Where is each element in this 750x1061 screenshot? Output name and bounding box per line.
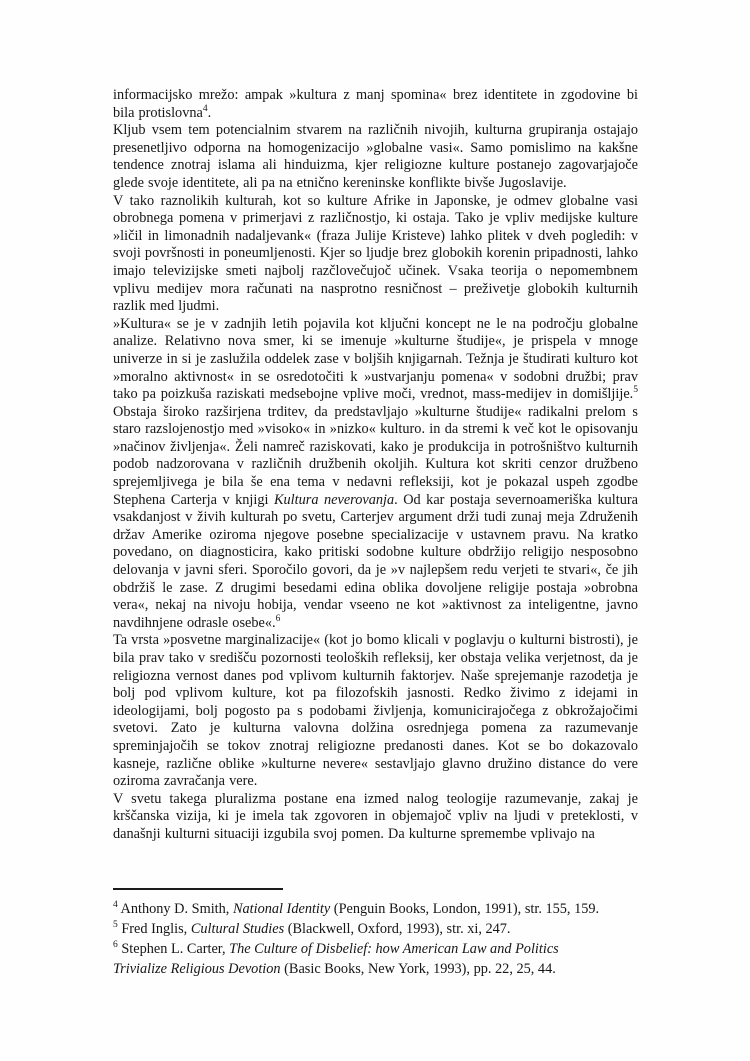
paragraph-6: V svetu takega pluralizma postane ena izmed nalog teologije razumevanje, zakaj je krščanska vizija, ki je imela tak zgovoren in objemajoč vpliv na ljudi v preteklosti, v današnji kulturni situaciji izgubila svoj pomen. Da kulturne spremembe vplivajo na	[113, 790, 638, 842]
paragraph-5: Ta vrsta »posvetne marginalizacije« (kot jo bomo klicali v poglavju o kulturni bistrosti), je bila prav tako v središču pozornosti teoloških refleksij, ker obstaja velika verjetnost, da je religiozna vernost danes pod vplivom kulturnih faktorjev. Naše sprejemanje razodetja je bolj pod vplivom kulture, kot pa filozofskih jasnosti. Redko živimo z idejami in ideologijami, bolj pogosto pa s podobami življenja, komunicirajočega z obkrožajočimi svetovi. Zato je kulturna valovna dolžina osrednjega pomena za razumevanje spreminjajočih se tokov znotraj religiozne predanosti danes. Kot se bo dokazovalo kasneje, različne oblike »kulturne nevere« sestavljajo glavno družino distance do vere oziroma zavračanja vere.	[113, 632, 638, 790]
footnote-6: $^6$ Stephen L. Carter, The Culture of Disbelief: how American Law and Politics Trivialize Religious Devotion (Basic Books, New York, 1993), pp. 22, 25, 44.	[113, 939, 559, 977]
footnote-4: $^4$ Anthony D. Smith, National Identity (Penguin Books, London, 1991), str. 155, 159.	[113, 899, 600, 917]
footnote-5: $^5$ Fred Inglis, Cultural Studies (Blackwell, Oxford, 1993), str. xi, 247.	[113, 919, 511, 937]
paragraph-4: »Kultura« se je v zadnjih letih pojavila kot ključni koncept ne le na področju globalne analize. Relativno nova smer, ki se imenuje »kulturne študije«, je prispela v mnoge univerze in si je zaslužila oddelek zase v boljših knjigarnah. Težnja je študirati kulturo kot »moralno aktivnost« in se osredotočiti k »ustvarjanju pomena« v sodobni družbi; prav tako pa poizkuša raziskati medsebojne vplive moči, vrednot, mass-medijev in domišljije.$^5$ Obstaja široko razširjena trditev, da predstavljajo »kulturne študije« radikalni prelom s staro razslojenostjo med »visoko« in »nizko« kulturo. in da stremi k več kot le opisovanju »načinov življenja«. Želi namreč raziskovati, kako je produkcija in potrošništvo kulturnih podob nadzorovana v različnih družbenih okoljih. Kultura kot skriti cenzor družbeno sprejemljivega je bila še ena tema v nedavni refleksiji, kot je pokazal uspeh zgodbe Stephena Carterja v knjigi Kultura neverovanja. Od kar postaja severnoameriška kultura vsakdanjost v živih kulturah po svetu, Carterjev argument drži tudi zunaj meja Združenih držav Amerike oziroma njegove posebne specializacije v ustavnem pravu. Na kratko povedano, on diagnosticira, kako pritiski sodobne kulture obdržijo religijo nesposobno delovanja v javni sferi. Sporočilo govori, da je »v najlepšem redu verjeti te stvari«, če jih obdržiš le zase. Z drugimi besedami edina oblika dovoljene religije postaja »obrobna vera«, nekaj na nivoju hobija, vendar vseeno ne kot »aktivnost za inteligentne, javno navdihnjene odrasle osebe«.$^6$	[113, 315, 638, 631]
paragraph-2: Kljub vsem tem potencialnim stvarem na različnih nivojih, kulturna grupiranja ostajajo presenetljivo odporna na homogenizacijo »globalne vasi«. Samo pomislimo na kakšne tendence znotraj islama ali hinduizma, kjer religiozne kulture postanejo zagovarjajoče glede svoje identitete, ali pa na etnično kereninske konflikte bivše Jugoslavije.	[113, 122, 638, 191]
footnote-separator	[113, 888, 283, 890]
paragraph-1: informacijsko mrežo: ampak »kultura z manj spomina« brez identitete in zgodovine bi bila protislovna$^4$.	[113, 87, 638, 121]
paragraph-3: V tako raznolikih kulturah, kot so kulture Afrike in Japonske, je odmev globalne vasi obrobnega pomena v primerjavi z različnostjo, ki ostaja. Tako je vpliv medijske kulture »ličil in limonadnih nadaljevank« (fraza Julije Kristeve) lahko plitek v dveh pogledih: v svoji površnosti in poneumljenosti. Kjer so ljudje brez globokih korenin pripadnosti, lahko imajo televizijske smeti najbolj razčlovečujoč učinek. Vsaka teorija o nepomembnem vplivu medijev mora računati na nasprotno resničnost – preživetje globokih kulturnih razlik med ljudmi.	[113, 192, 638, 315]
footnote-area	[113, 888, 638, 979]
document-body	[113, 87, 638, 844]
